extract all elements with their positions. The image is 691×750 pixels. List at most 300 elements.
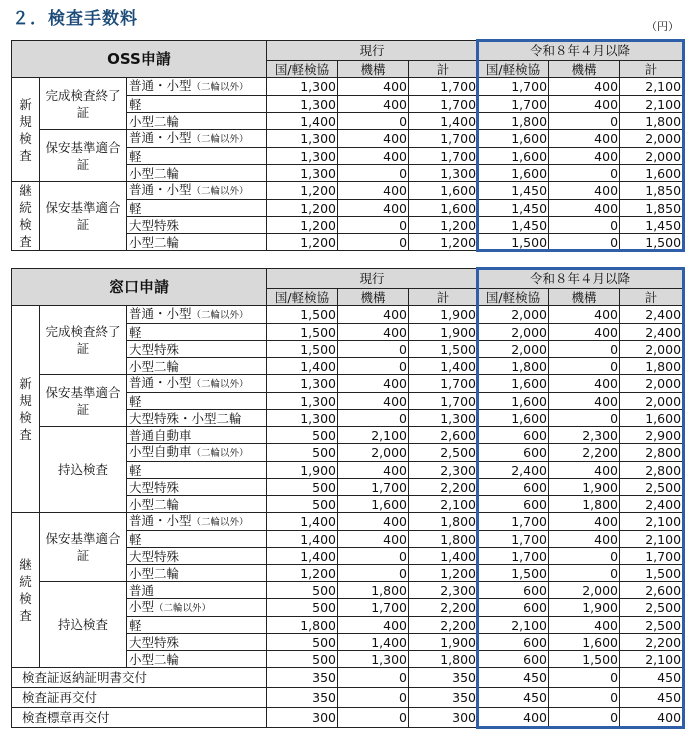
current-fee-cell: 1,300 <box>338 651 409 668</box>
vehicle-type <box>127 617 267 634</box>
future-fee-cell: 1,700 <box>478 96 549 113</box>
future-fee-cell: 400 <box>549 531 620 548</box>
vehicle-type-name: 普通自動車 <box>129 427 192 443</box>
current-fee-cell: 1,800 <box>409 651 478 668</box>
vehicle-type-note: （二輪以外） <box>191 82 249 93</box>
future-fee-cell: 1,450 <box>478 200 549 217</box>
future-fee-cell: 2,900 <box>620 427 683 444</box>
current-fee-cell: 0 <box>338 217 409 234</box>
section-label: 保安基準適合証 <box>40 375 127 427</box>
table-title: 窓口申請 <box>12 269 267 306</box>
current-fee-cell: 1,900 <box>409 634 478 651</box>
future-fee-cell: 1,500 <box>549 651 620 668</box>
current-fee-cell: 2,200 <box>409 617 478 634</box>
current-fee-cell: 1,900 <box>409 306 478 324</box>
current-fee-cell: 1,300 <box>267 78 338 96</box>
section-label: 保安基準適合証 <box>40 513 127 582</box>
future-fee-cell: 2,000 <box>620 375 683 393</box>
future-fee-cell: 2,100 <box>620 96 683 113</box>
section-label: 持込検査 <box>40 582 127 668</box>
future-fee-cell: 0 <box>549 548 620 565</box>
current-fee-cell: 1,700 <box>338 599 409 617</box>
current-fee-cell: 500 <box>267 634 338 651</box>
current-kuni-header: 国/軽検協 <box>267 289 338 306</box>
current-fee-cell: 0 <box>338 165 409 182</box>
current-fee-cell: 400 <box>338 513 409 531</box>
current-fee-cell: 1,800 <box>409 513 478 531</box>
current-fee-cell: 400 <box>338 617 409 634</box>
current-fee-cell: 300 <box>409 708 478 728</box>
section-label: 保安基準適合証 <box>40 182 127 251</box>
future-fee-cell: 1,600 <box>620 410 683 427</box>
vehicle-type <box>127 410 267 427</box>
vehicle-type-name: 大型特殊・小型二輪 <box>129 410 242 426</box>
future-fee-cell: 1,450 <box>478 182 549 200</box>
current-fee-cell: 1,700 <box>409 96 478 113</box>
current-fee-cell: 0 <box>338 113 409 130</box>
current-fee-cell: 2,500 <box>409 444 478 462</box>
future-fee-cell: 450 <box>478 688 549 708</box>
current-kikou-header: 機構 <box>338 289 409 306</box>
vehicle-type-name: 軽 <box>129 531 142 547</box>
window-fee-table <box>11 268 683 728</box>
current-fee-cell: 1,700 <box>409 130 478 148</box>
vehicle-type-name: 普通・小型 <box>129 130 192 145</box>
current-fee-cell: 1,200 <box>409 565 478 582</box>
future-fee-cell: 400 <box>549 513 620 531</box>
extra-fee-label: 検査標章再交付 <box>12 708 267 728</box>
current-fee-cell: 400 <box>338 324 409 341</box>
vehicle-type-note: （二輪以外） <box>191 310 249 321</box>
vehicle-type-name: 大型特殊 <box>129 634 180 650</box>
page-title: ２．検査手数料 <box>12 9 138 29</box>
fee-row <box>12 78 683 96</box>
current-fee-cell: 1,300 <box>267 375 338 393</box>
section-label: 保安基準適合証 <box>40 130 127 182</box>
current-fee-cell: 1,800 <box>409 531 478 548</box>
vehicle-type <box>127 651 267 668</box>
current-kuni-header: 国/軽検協 <box>267 61 338 78</box>
future-total-header: 計 <box>620 61 683 78</box>
vehicle-type-name: 軽 <box>129 393 142 409</box>
future-kikou-header: 機構 <box>549 61 620 78</box>
current-fee-cell: 2,100 <box>338 427 409 444</box>
current-fee-cell: 400 <box>338 200 409 217</box>
vehicle-type-name: 普通・小型 <box>129 513 192 528</box>
future-kuni-header: 国/軽検協 <box>478 61 549 78</box>
future-fee-cell: 2,500 <box>620 479 683 496</box>
future-fee-cell: 1,850 <box>620 182 683 200</box>
current-fee-cell: 0 <box>338 668 409 688</box>
future-fee-cell: 1,500 <box>620 565 683 582</box>
future-fee-cell: 600 <box>478 634 549 651</box>
fee-row <box>12 182 683 200</box>
current-fee-cell: 0 <box>338 548 409 565</box>
current-fee-cell: 1,300 <box>267 410 338 427</box>
vehicle-type-name: 大型特殊 <box>129 479 180 495</box>
current-fee-cell: 500 <box>267 444 338 462</box>
current-fee-cell: 1,700 <box>409 393 478 410</box>
future-fee-cell: 2,000 <box>478 324 549 341</box>
future-fee-cell: 0 <box>549 341 620 358</box>
section-label: 完成検査終了証 <box>40 306 127 375</box>
future-fee-cell: 0 <box>549 234 620 251</box>
current-fee-cell: 400 <box>338 393 409 410</box>
vehicle-type-name: 普通・小型 <box>129 78 192 93</box>
future-fee-cell: 400 <box>549 617 620 634</box>
vehicle-type-name: 大型特殊 <box>129 548 180 564</box>
vehicle-type <box>127 462 267 479</box>
future-fee-cell: 1,700 <box>478 531 549 548</box>
future-fee-cell: 400 <box>549 148 620 165</box>
future-fee-cell: 1,700 <box>478 548 549 565</box>
future-fee-cell: 2,000 <box>620 130 683 148</box>
future-fee-cell: 1,700 <box>478 78 549 96</box>
vehicle-type-name: 大型特殊 <box>129 217 180 233</box>
current-fee-cell: 1,500 <box>409 341 478 358</box>
current-fee-cell: 0 <box>338 234 409 251</box>
unit-label: （円） <box>646 20 679 33</box>
future-fee-cell: 2,000 <box>478 306 549 324</box>
vehicle-type <box>127 599 267 617</box>
future-fee-cell: 1,500 <box>478 234 549 251</box>
current-fee-cell: 500 <box>267 427 338 444</box>
future-fee-cell: 2,100 <box>478 617 549 634</box>
future-fee-cell: 400 <box>549 324 620 341</box>
vehicle-type <box>127 393 267 410</box>
current-fee-cell: 350 <box>267 688 338 708</box>
vehicle-type <box>127 513 267 531</box>
future-fee-cell: 1,800 <box>549 496 620 513</box>
future-fee-cell: 0 <box>549 668 620 688</box>
future-fee-cell: 400 <box>549 78 620 96</box>
current-fee-cell: 2,000 <box>338 444 409 462</box>
future-fee-cell: 2,400 <box>620 496 683 513</box>
future-fee-cell: 2,600 <box>620 582 683 599</box>
current-fee-cell: 0 <box>338 688 409 708</box>
future-fee-cell: 2,500 <box>620 617 683 634</box>
vehicle-type <box>127 531 267 548</box>
vehicle-type <box>127 234 267 251</box>
future-fee-cell: 1,900 <box>549 479 620 496</box>
future-fee-cell: 0 <box>549 358 620 375</box>
current-fee-cell: 1,400 <box>409 358 478 375</box>
future-fee-cell: 1,800 <box>478 358 549 375</box>
vehicle-type-name: 小型二輪 <box>129 234 180 250</box>
current-fee-cell: 1,900 <box>409 324 478 341</box>
vehicle-type-name: 小型自動車 <box>129 444 192 459</box>
future-fee-cell: 1,600 <box>478 375 549 393</box>
current-fee-cell: 1,300 <box>267 130 338 148</box>
future-fee-cell: 1,450 <box>478 217 549 234</box>
current-fee-cell: 400 <box>338 78 409 96</box>
future-fee-cell: 1,500 <box>620 234 683 251</box>
future-fee-cell: 600 <box>478 427 549 444</box>
future-fee-cell: 0 <box>549 688 620 708</box>
future-fee-cell: 400 <box>549 130 620 148</box>
current-fee-cell: 1,700 <box>409 78 478 96</box>
future-fee-cell: 1,900 <box>549 599 620 617</box>
vehicle-type <box>127 565 267 582</box>
vehicle-type <box>127 479 267 496</box>
current-fee-cell: 500 <box>267 582 338 599</box>
vehicle-type-name: 軽 <box>129 617 142 633</box>
future-fee-cell: 400 <box>549 200 620 217</box>
future-fee-cell: 0 <box>549 165 620 182</box>
current-fee-cell: 1,500 <box>267 341 338 358</box>
vehicle-type-note: （二輪以外） <box>191 517 249 528</box>
vehicle-type-name: 大型特殊 <box>129 341 180 357</box>
future-fee-cell: 450 <box>478 668 549 688</box>
vehicle-type-note: （二輪以外） <box>154 603 212 614</box>
future-fee-cell: 2,000 <box>620 148 683 165</box>
current-fee-cell: 1,300 <box>267 96 338 113</box>
vehicle-type-name: 軽 <box>129 148 142 164</box>
fee-row <box>12 306 683 324</box>
vehicle-type-name: 軽 <box>129 96 142 112</box>
category-label: 新規検査 <box>12 78 40 182</box>
current-fee-cell: 1,400 <box>267 531 338 548</box>
future-fee-cell: 400 <box>620 708 683 728</box>
future-fee-cell: 1,600 <box>478 165 549 182</box>
vehicle-type-note: （二輪以外） <box>191 186 249 197</box>
current-fee-cell: 350 <box>409 688 478 708</box>
future-fee-cell: 1,450 <box>620 217 683 234</box>
future-fee-cell: 2,100 <box>620 651 683 668</box>
future-fee-cell: 2,500 <box>620 599 683 617</box>
future-fee-cell: 1,600 <box>478 410 549 427</box>
current-fee-cell: 500 <box>267 479 338 496</box>
future-fee-cell: 1,600 <box>478 393 549 410</box>
current-fee-cell: 1,300 <box>267 393 338 410</box>
current-fee-cell: 1,200 <box>267 565 338 582</box>
future-fee-cell: 1,600 <box>478 148 549 165</box>
current-fee-cell: 0 <box>338 708 409 728</box>
vehicle-type <box>127 358 267 375</box>
future-fee-cell: 1,800 <box>620 358 683 375</box>
vehicle-type <box>127 130 267 148</box>
future-fee-cell: 450 <box>620 688 683 708</box>
vehicle-type <box>127 78 267 96</box>
current-fee-cell: 1,200 <box>267 200 338 217</box>
current-fee-cell: 1,600 <box>409 182 478 200</box>
future-fee-cell: 2,800 <box>620 444 683 462</box>
vehicle-type-note: （二輪以外） <box>191 134 249 145</box>
future-fee-cell: 600 <box>478 582 549 599</box>
current-fee-cell: 400 <box>338 96 409 113</box>
vehicle-type <box>127 182 267 200</box>
extra-fee-row <box>12 668 683 688</box>
category-label: 継続検査 <box>12 182 40 251</box>
vehicle-type-note: （二輪以外） <box>191 448 249 459</box>
future-fee-cell: 1,700 <box>478 513 549 531</box>
extra-fee-row <box>12 688 683 708</box>
vehicle-type-name: 小型二輪 <box>129 358 180 374</box>
current-fee-cell: 1,200 <box>409 217 478 234</box>
current-fee-cell: 500 <box>267 599 338 617</box>
future-fee-cell: 400 <box>549 393 620 410</box>
vehicle-type <box>127 200 267 217</box>
vehicle-type-name: 小型二輪 <box>129 651 180 667</box>
future-fee-cell: 600 <box>478 651 549 668</box>
category-label: 新規検査 <box>12 306 40 513</box>
category-label: 継続検査 <box>12 513 40 668</box>
current-fee-cell: 400 <box>338 148 409 165</box>
fee-row <box>12 582 683 599</box>
future-fee-cell: 2,400 <box>620 306 683 324</box>
future-fee-cell: 400 <box>549 306 620 324</box>
vehicle-type-name: 普通 <box>129 582 155 598</box>
current-header: 現行 <box>267 41 478 61</box>
current-fee-cell: 2,300 <box>409 462 478 479</box>
current-fee-cell: 350 <box>409 668 478 688</box>
future-fee-cell: 2,800 <box>620 462 683 479</box>
current-fee-cell: 300 <box>267 708 338 728</box>
vehicle-type <box>127 375 267 393</box>
future-fee-cell: 600 <box>478 444 549 462</box>
future-fee-cell: 450 <box>620 668 683 688</box>
current-fee-cell: 1,700 <box>409 148 478 165</box>
vehicle-type <box>127 496 267 513</box>
section-label: 持込検査 <box>40 427 127 513</box>
vehicle-type <box>127 634 267 651</box>
current-fee-cell: 1,400 <box>267 358 338 375</box>
vehicle-type-name: 小型二輪 <box>129 113 180 129</box>
current-fee-cell: 1,400 <box>409 548 478 565</box>
future-fee-cell: 400 <box>478 708 549 728</box>
current-fee-cell: 400 <box>338 531 409 548</box>
future-fee-cell: 1,600 <box>620 165 683 182</box>
oss-fee-table <box>11 40 683 251</box>
future-kikou-header: 機構 <box>549 289 620 306</box>
future-fee-cell: 1,700 <box>620 548 683 565</box>
future-fee-cell: 0 <box>549 565 620 582</box>
future-fee-cell: 2,200 <box>620 634 683 651</box>
current-fee-cell: 1,900 <box>267 462 338 479</box>
future-fee-cell: 1,600 <box>478 130 549 148</box>
vehicle-type <box>127 148 267 165</box>
current-fee-cell: 400 <box>338 462 409 479</box>
future-fee-cell: 0 <box>549 217 620 234</box>
current-fee-cell: 0 <box>338 565 409 582</box>
future-fee-cell: 2,400 <box>478 462 549 479</box>
current-header: 現行 <box>267 269 478 289</box>
future-fee-cell: 600 <box>478 599 549 617</box>
current-fee-cell: 1,800 <box>267 617 338 634</box>
current-fee-cell: 500 <box>267 496 338 513</box>
current-fee-cell: 1,300 <box>267 165 338 182</box>
current-fee-cell: 0 <box>338 358 409 375</box>
future-fee-cell: 400 <box>549 182 620 200</box>
vehicle-type-note: （二輪以外） <box>191 379 249 390</box>
current-fee-cell: 1,200 <box>267 182 338 200</box>
future-fee-cell: 400 <box>549 375 620 393</box>
current-fee-cell: 1,700 <box>338 479 409 496</box>
future-fee-cell: 2,100 <box>620 513 683 531</box>
current-fee-cell: 1,400 <box>338 634 409 651</box>
current-fee-cell: 1,600 <box>338 496 409 513</box>
future-header: 令和８年４月以降 <box>478 41 683 61</box>
vehicle-type <box>127 217 267 234</box>
current-fee-cell: 2,200 <box>409 599 478 617</box>
current-fee-cell: 1,300 <box>409 410 478 427</box>
vehicle-type-name: 普通・小型 <box>129 182 192 197</box>
future-header: 令和８年４月以降 <box>478 269 683 289</box>
future-fee-cell: 2,100 <box>620 78 683 96</box>
future-fee-cell: 1,850 <box>620 200 683 217</box>
fee-row <box>12 130 683 148</box>
current-fee-cell: 400 <box>338 375 409 393</box>
current-fee-cell: 2,200 <box>409 479 478 496</box>
vehicle-type-name: 普通・小型 <box>129 375 192 390</box>
future-kuni-header: 国/軽検協 <box>478 289 549 306</box>
current-fee-cell: 1,400 <box>267 113 338 130</box>
future-fee-cell: 1,800 <box>620 113 683 130</box>
extra-fee-label: 検査証再交付 <box>12 688 267 708</box>
current-fee-cell: 400 <box>338 306 409 324</box>
table-title: OSS申請 <box>12 41 267 78</box>
future-fee-cell: 2,000 <box>549 582 620 599</box>
future-fee-cell: 0 <box>549 113 620 130</box>
vehicle-type <box>127 427 267 444</box>
future-fee-cell: 2,000 <box>478 341 549 358</box>
current-total-header: 計 <box>409 61 478 78</box>
vehicle-type-name: 小型二輪 <box>129 496 180 512</box>
current-fee-cell: 500 <box>267 651 338 668</box>
fee-row <box>12 375 683 393</box>
current-fee-cell: 2,300 <box>409 582 478 599</box>
current-fee-cell: 400 <box>338 130 409 148</box>
current-fee-cell: 1,600 <box>409 200 478 217</box>
vehicle-type-name: 小型二輪 <box>129 565 180 581</box>
vehicle-type <box>127 306 267 324</box>
current-fee-cell: 1,400 <box>267 548 338 565</box>
future-fee-cell: 0 <box>549 708 620 728</box>
future-fee-cell: 2,300 <box>549 427 620 444</box>
future-total-header: 計 <box>620 289 683 306</box>
current-fee-cell: 1,200 <box>267 217 338 234</box>
vehicle-type-name: 軽 <box>129 200 142 216</box>
current-fee-cell: 1,200 <box>409 234 478 251</box>
current-fee-cell: 0 <box>338 341 409 358</box>
vehicle-type <box>127 113 267 130</box>
current-fee-cell: 1,700 <box>409 375 478 393</box>
vehicle-type <box>127 548 267 565</box>
current-fee-cell: 1,300 <box>267 148 338 165</box>
future-fee-cell: 2,200 <box>549 444 620 462</box>
vehicle-type <box>127 96 267 113</box>
current-fee-cell: 1,300 <box>409 165 478 182</box>
future-fee-cell: 2,100 <box>620 531 683 548</box>
future-fee-cell: 600 <box>478 496 549 513</box>
vehicle-type-name: 軽 <box>129 462 142 478</box>
vehicle-type <box>127 444 267 462</box>
vehicle-type-name: 普通・小型 <box>129 306 192 321</box>
current-total-header: 計 <box>409 289 478 306</box>
vehicle-type-name: 小型 <box>129 599 155 614</box>
current-fee-cell: 350 <box>267 668 338 688</box>
current-fee-cell: 400 <box>338 182 409 200</box>
current-fee-cell: 1,400 <box>409 113 478 130</box>
future-fee-cell: 1,600 <box>549 634 620 651</box>
current-fee-cell: 1,200 <box>267 234 338 251</box>
future-fee-cell: 0 <box>549 410 620 427</box>
future-fee-cell: 2,400 <box>620 324 683 341</box>
extra-fee-label: 検査証返納証明書交付 <box>12 668 267 688</box>
current-fee-cell: 1,400 <box>267 513 338 531</box>
vehicle-type <box>127 341 267 358</box>
future-fee-cell: 600 <box>478 479 549 496</box>
